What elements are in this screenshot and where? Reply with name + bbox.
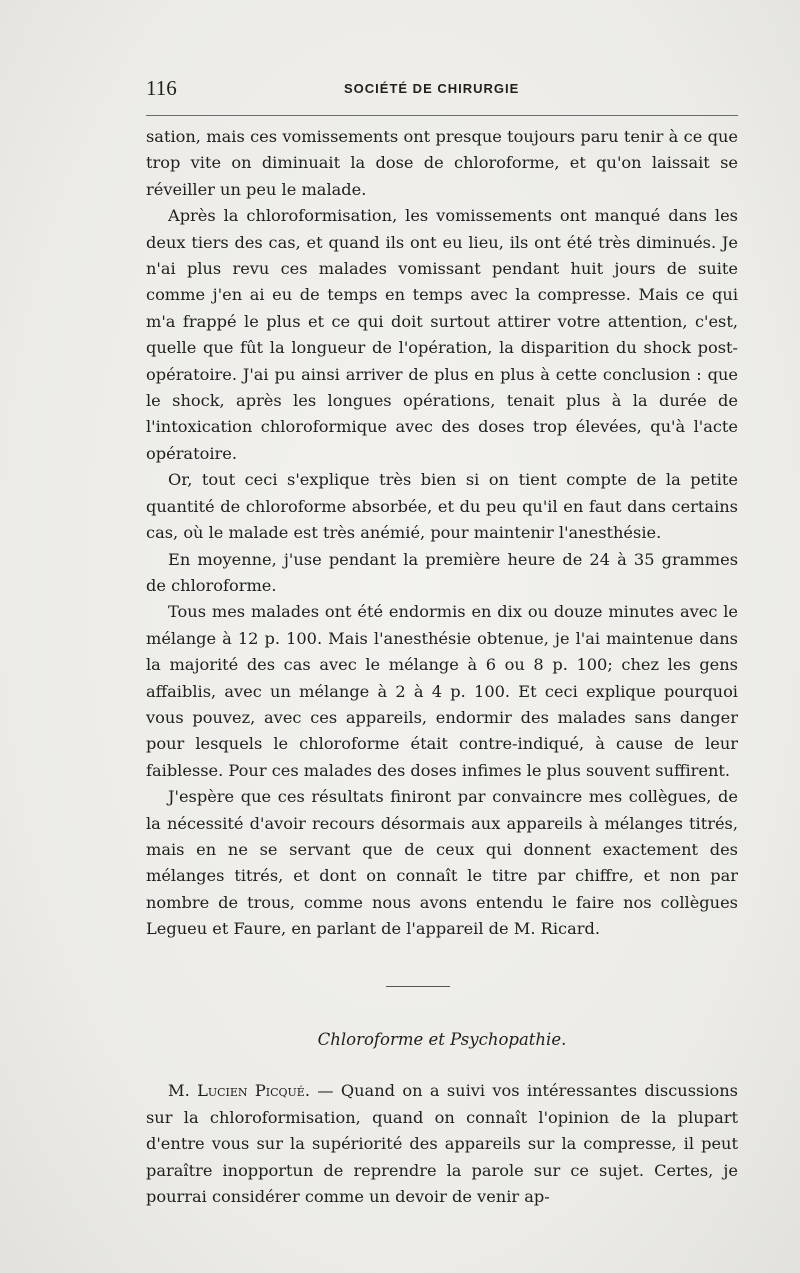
running-head: SOCIÉTÉ DE CHIRURGIE: [344, 81, 520, 96]
speaker-name: M. Lucien Picqué.: [168, 1081, 310, 1100]
paragraph-text: — Quand on a suivi vos intéressantes discussions sur la chloroformisation, quand on connaît l'opinion de la plupart d'entre vous sur la supériorité des appareils sur la compresse, il peut paraître inopportun de reprendre la parole sur ce sujet. Certes, je pourrai considérer comme un devoir de venir ap-: [146, 1081, 738, 1207]
paragraph: En moyenne, j'use pendant la première heure de 24 à 35 grammes de chloroforme.: [146, 549, 738, 595]
page-number: 116: [146, 76, 177, 100]
section-body-text: [146, 1078, 738, 1211]
section-title: Chloroforme et Psychopathie.: [317, 1030, 567, 1049]
page-header: [146, 76, 738, 106]
paragraph: [146, 1078, 738, 1211]
paragraph: Tous mes malades ont été endormis en dix ou douze minutes avec le mélange à 12 p. 100. Mais l'anesthésie obtenue, je l'ai maintenue dans la majorité des cas avec le mélange à 6 ou 8 p. 100; chez les gens affaiblis, avec un mélange à 2 à 4 p. 100. Et ceci explique pourquoi vous pouvez, avec ces appareils, endormir des malades sans danger pour lesquels le chloroforme était contre-indiqué, à cause de leur faiblesse. Pour ces malades des doses infimes le plus souvent suffirent.: [146, 602, 738, 780]
paragraph: Après la chloroformisation, les vomissements ont manqué dans les deux tiers des cas, et quand ils ont eu lieu, ils ont été très diminués. Je n'ai plus revu ces malades vomissant pendant huit jours de suite comme j'en ai eu de temps en temps avec la compresse. Mais ce qui m'a frappé le plus et ce qui doit surtout attirer votre attention, c'est, quelle que fût la longueur de l'opération, la disparition du shock post-opératoire. J'ai pu ainsi arriver de plus en plus à cette conclusion : que le shock, après les longues opérations, tenait plus à la durée de l'intoxication chloroformique avec des doses trop élevées, qu'à l'acte opératoire.: [146, 206, 738, 463]
paragraph: J'espère que ces résultats finiront par convaincre mes collègues, de la nécessité d'avoir recours désormais aux appareils à mélanges titrés, mais en ne se servant que de ceux qui donnent exactement des mélanges titrés, et dont on connaît le titre par chiffre, et non par nombre de trous, comme nous avons entendu le faire nos collègues Legueu et Faure, en parlant de l'appareil de M. Ricard.: [146, 787, 738, 939]
paragraph-continuation: sation, mais ces vomissements ont presque toujours paru tenir à ce que trop vite on diminuait la dose de chloroforme, et qu'on laissait se réveiller un peu le malade.: [146, 127, 738, 199]
section-divider: [386, 986, 450, 987]
paragraph: Or, tout ceci s'explique très bien si on tient compte de la petite quantité de chloroforme absorbée, et du peu qu'il en faut dans certains cas, où le malade est très anémié, pour maintenir l'anesthésie.: [146, 470, 738, 543]
body-text: [146, 124, 738, 943]
header-rule: [146, 115, 738, 116]
